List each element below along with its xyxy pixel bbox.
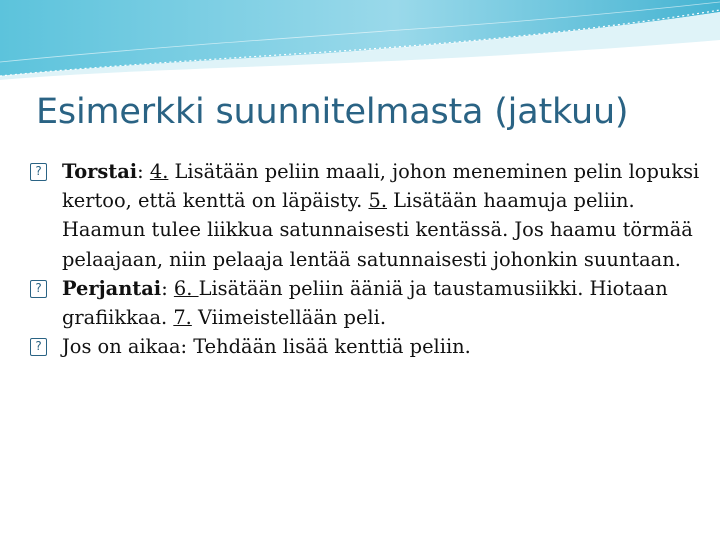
bullet-friday [30,274,710,332]
bullet-list [30,157,710,361]
bullet-box-icon: ? [30,338,47,356]
step-text: Lisätään haamuja peliin. Haamun tulee liikkua satunnaisesti kentässä. Jos haamu törmää pelaajaan, niin pelaaja lentää satunnaisesti johonkin suuntaan. [62,189,693,271]
day-label: Torstai [62,160,138,183]
step-number: 7. [173,306,192,330]
bullet-thursday [30,157,710,274]
day-label: Perjantai [62,276,162,300]
step-number: 6. [173,276,199,300]
bullet-text: Jos on aikaa: Tehdään lisää kenttiä peliin. [62,335,471,359]
bullet-extra [30,332,710,361]
bullet-box-icon: ? [30,163,47,181]
step-number: 4. [149,160,169,183]
separator: : [137,160,150,183]
step-text: Viimeistellään peli. [191,306,386,330]
separator: : [161,276,174,300]
bullet-box-icon: ? [30,280,47,298]
step-text: Lisätään peliin ääniä ja taustamusiikki. Hiotaan grafiikkaa. [62,276,668,330]
slide-title: Esimerkki suunnitelmasta (jatkuu) [36,92,629,132]
decorative-header-band [0,0,720,80]
step-number: 5. [368,189,387,213]
step-text: Lisätään peliin maali, johon meneminen pelin lopuksi kertoo, että kenttä on läpäisty. [62,160,700,213]
